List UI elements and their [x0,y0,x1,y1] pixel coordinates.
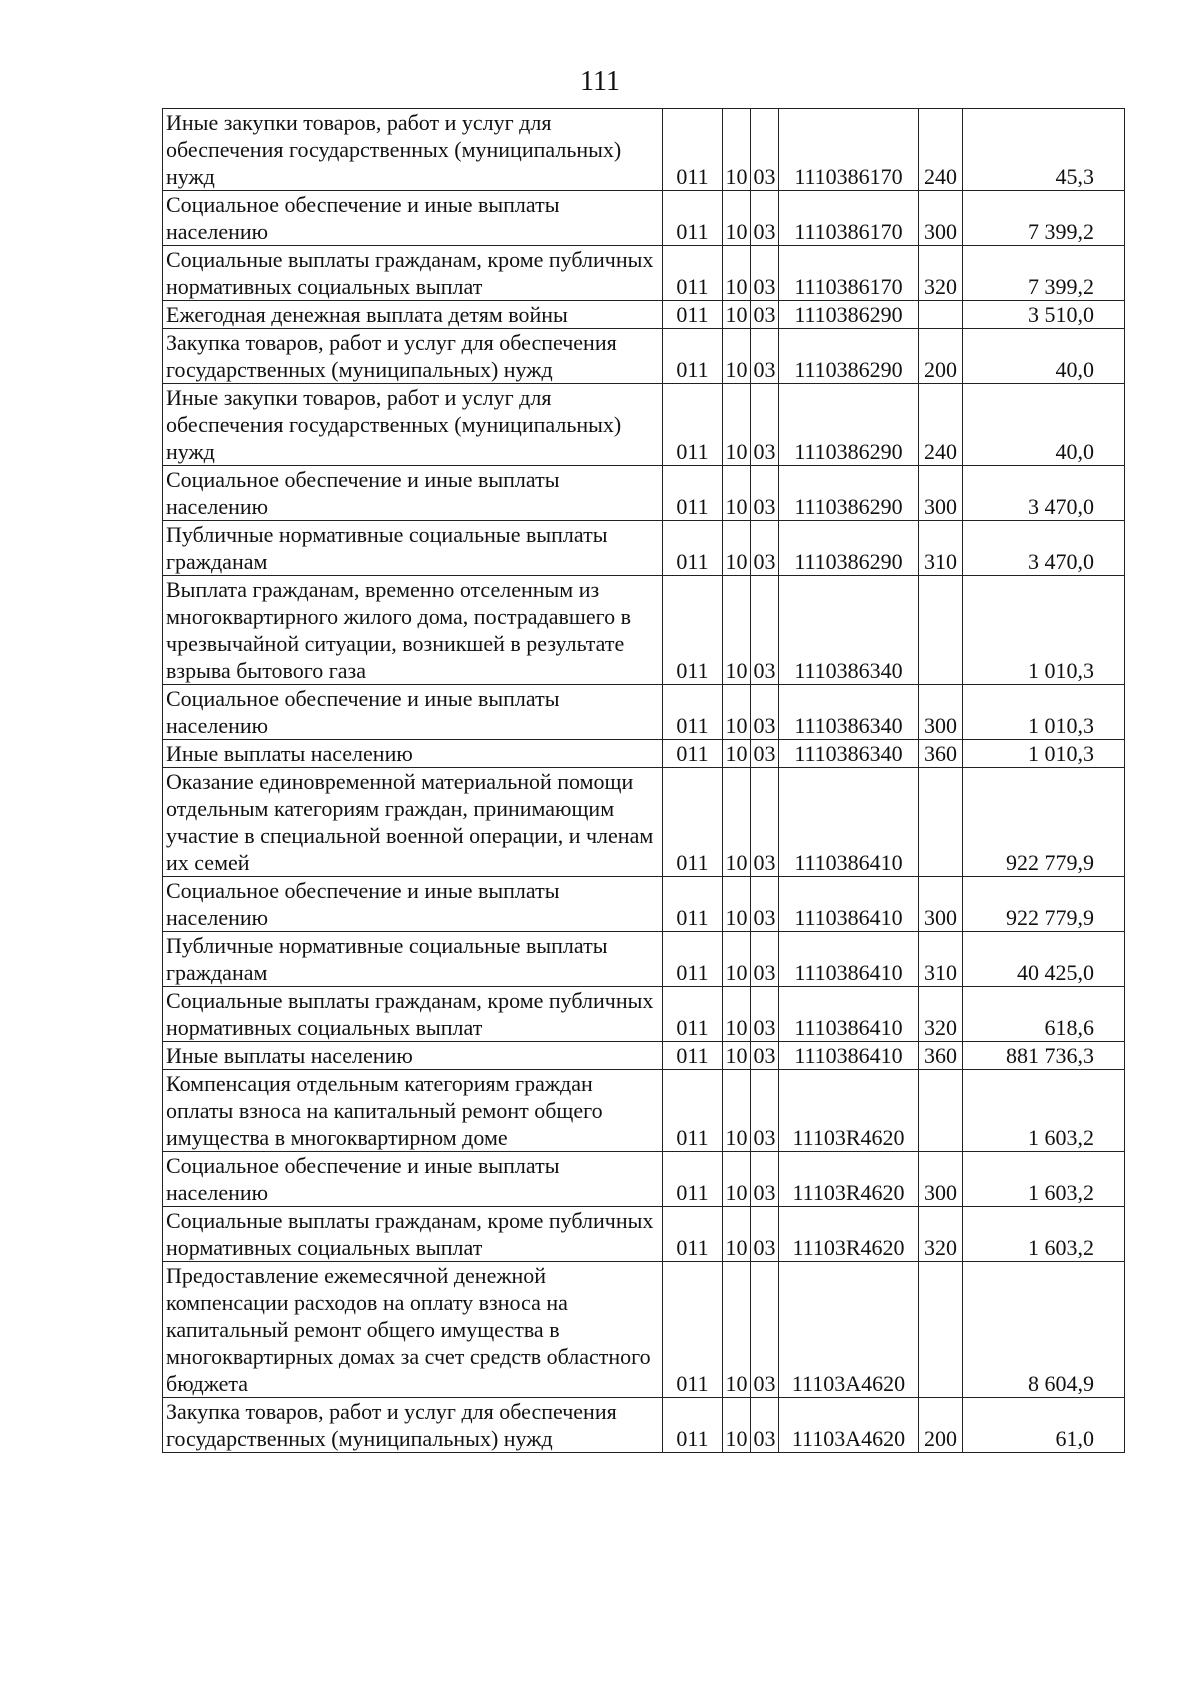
admin-code-cell: 011 [663,877,723,932]
row-name-cell: Закупка товаров, работ и услуг для обеспечения государственных (муниципальных) нужд [163,1398,663,1453]
table-row [163,1070,1125,1152]
expense-type-cell: 310 [919,932,963,987]
admin-code-cell: 011 [663,685,723,740]
section-code-cell: 10 [723,740,751,768]
table-row [163,466,1125,521]
expense-type-cell [919,768,963,877]
admin-code-cell: 011 [663,932,723,987]
target-article-cell: 1110386340 [779,576,919,685]
target-article-cell: 1110386170 [779,246,919,301]
expense-type-cell: 200 [919,329,963,384]
row-name-cell: Предоставление ежемесячной денежной компенсации расходов на оплату взноса на капитальный ремонт общего имущества в многоквартирных домах за счет средств областного бюджета [163,1262,663,1398]
expense-type-cell [919,1262,963,1398]
expense-type-cell: 360 [919,740,963,768]
admin-code-cell: 011 [663,521,723,576]
admin-code-cell: 011 [663,466,723,521]
expense-type-cell: 320 [919,1207,963,1262]
subsection-code-cell: 03 [751,329,779,384]
expense-type-cell [919,301,963,329]
row-name-cell: Социальное обеспечение и иные выплаты населению [163,877,663,932]
section-code-cell: 10 [723,1262,751,1398]
table-row [163,329,1125,384]
section-code-cell: 10 [723,1398,751,1453]
admin-code-cell: 011 [663,987,723,1042]
section-code-cell: 10 [723,246,751,301]
admin-code-cell: 011 [663,191,723,246]
expense-type-cell: 300 [919,1152,963,1207]
amount-cell: 40 425,0 [963,932,1125,987]
row-name-cell: Социальное обеспечение и иные выплаты населению [163,191,663,246]
amount-cell: 3 510,0 [963,301,1125,329]
budget-table [162,108,1125,1453]
expense-type-cell: 320 [919,246,963,301]
row-name-cell: Ежегодная денежная выплата детям войны [163,301,663,329]
expense-type-cell: 240 [919,384,963,466]
subsection-code-cell: 03 [751,521,779,576]
target-article-cell: 1110386170 [779,109,919,191]
target-article-cell: 1110386290 [779,329,919,384]
admin-code-cell: 011 [663,109,723,191]
target-article-cell: 11103A4620 [779,1398,919,1453]
table-row [163,384,1125,466]
subsection-code-cell: 03 [751,384,779,466]
amount-cell: 8 604,9 [963,1262,1125,1398]
target-article-cell: 1110386170 [779,191,919,246]
target-article-cell: 1110386290 [779,384,919,466]
subsection-code-cell: 03 [751,576,779,685]
page-number: 111 [580,66,620,97]
row-name-cell: Социальное обеспечение и иные выплаты населению [163,685,663,740]
target-article-cell: 1110386290 [779,466,919,521]
target-article-cell: 1110386410 [779,877,919,932]
expense-type-cell: 240 [919,109,963,191]
amount-cell: 1 010,3 [963,576,1125,685]
subsection-code-cell: 03 [751,685,779,740]
section-code-cell: 10 [723,191,751,246]
admin-code-cell: 011 [663,301,723,329]
amount-cell: 3 470,0 [963,466,1125,521]
section-code-cell: 10 [723,1152,751,1207]
subsection-code-cell: 03 [751,1070,779,1152]
section-code-cell: 10 [723,987,751,1042]
target-article-cell: 11103R4620 [779,1207,919,1262]
amount-cell: 1 603,2 [963,1152,1125,1207]
target-article-cell: 1110386340 [779,685,919,740]
target-article-cell: 11103A4620 [779,1262,919,1398]
amount-cell: 40,0 [963,384,1125,466]
admin-code-cell: 011 [663,1262,723,1398]
admin-code-cell: 011 [663,1042,723,1070]
admin-code-cell: 011 [663,1070,723,1152]
amount-cell: 7 399,2 [963,246,1125,301]
amount-cell: 3 470,0 [963,521,1125,576]
admin-code-cell: 011 [663,1152,723,1207]
section-code-cell: 10 [723,877,751,932]
amount-cell: 1 010,3 [963,740,1125,768]
table-row [163,1207,1125,1262]
subsection-code-cell: 03 [751,987,779,1042]
table-row [163,576,1125,685]
subsection-code-cell: 03 [751,301,779,329]
table-row [163,877,1125,932]
amount-cell: 922 779,9 [963,768,1125,877]
section-code-cell: 10 [723,768,751,877]
amount-cell: 922 779,9 [963,877,1125,932]
target-article-cell: 1110386410 [779,768,919,877]
amount-cell: 61,0 [963,1398,1125,1453]
row-name-cell: Иные выплаты населению [163,740,663,768]
table-row [163,1262,1125,1398]
section-code-cell: 10 [723,932,751,987]
section-code-cell: 10 [723,329,751,384]
target-article-cell: 1110386410 [779,987,919,1042]
table-row [163,246,1125,301]
subsection-code-cell: 03 [751,1262,779,1398]
row-name-cell: Выплата гражданам, временно отселенным из многоквартирного жилого дома, пострадавшего в чрезвычайной ситуации, возникшей в результате взрыва бытового газа [163,576,663,685]
section-code-cell: 10 [723,685,751,740]
section-code-cell: 10 [723,1042,751,1070]
budget-table-body [163,109,1125,1453]
subsection-code-cell: 03 [751,109,779,191]
admin-code-cell: 011 [663,329,723,384]
section-code-cell: 10 [723,521,751,576]
expense-type-cell [919,1070,963,1152]
table-row [163,987,1125,1042]
subsection-code-cell: 03 [751,246,779,301]
admin-code-cell: 011 [663,768,723,877]
section-code-cell: 10 [723,109,751,191]
subsection-code-cell: 03 [751,768,779,877]
amount-cell: 7 399,2 [963,191,1125,246]
row-name-cell: Оказание единовременной материальной помощи отдельным категориям граждан, принимающим участие в специальной военной операции, и членам их семей [163,768,663,877]
row-name-cell: Социальные выплаты гражданам, кроме публичных нормативных социальных выплат [163,987,663,1042]
table-row [163,685,1125,740]
subsection-code-cell: 03 [751,740,779,768]
target-article-cell: 11103R4620 [779,1152,919,1207]
target-article-cell: 11103R4620 [779,1070,919,1152]
admin-code-cell: 011 [663,1398,723,1453]
row-name-cell: Иные закупки товаров, работ и услуг для обеспечения государственных (муниципальных) нужд [163,384,663,466]
admin-code-cell: 011 [663,246,723,301]
row-name-cell: Публичные нормативные социальные выплаты гражданам [163,932,663,987]
section-code-cell: 10 [723,1207,751,1262]
subsection-code-cell: 03 [751,1398,779,1453]
row-name-cell: Социальные выплаты гражданам, кроме публичных нормативных социальных выплат [163,246,663,301]
table-row [163,301,1125,329]
table-row [163,740,1125,768]
section-code-cell: 10 [723,384,751,466]
target-article-cell: 1110386410 [779,932,919,987]
row-name-cell: Иные выплаты населению [163,1042,663,1070]
amount-cell: 1 010,3 [963,685,1125,740]
row-name-cell: Социальные выплаты гражданам, кроме публичных нормативных социальных выплат [163,1207,663,1262]
expense-type-cell: 300 [919,191,963,246]
table-row [163,768,1125,877]
table-row [163,1152,1125,1207]
admin-code-cell: 011 [663,740,723,768]
subsection-code-cell: 03 [751,1042,779,1070]
target-article-cell: 1110386410 [779,1042,919,1070]
admin-code-cell: 011 [663,576,723,685]
row-name-cell: Компенсация отдельным категориям граждан оплаты взноса на капитальный ремонт общего имущества в многоквартирном доме [163,1070,663,1152]
row-name-cell: Закупка товаров, работ и услуг для обеспечения государственных (муниципальных) нужд [163,329,663,384]
table-row [163,191,1125,246]
expense-type-cell: 300 [919,466,963,521]
subsection-code-cell: 03 [751,1152,779,1207]
amount-cell: 881 736,3 [963,1042,1125,1070]
amount-cell: 618,6 [963,987,1125,1042]
amount-cell: 45,3 [963,109,1125,191]
expense-type-cell: 300 [919,685,963,740]
table-row [163,1042,1125,1070]
expense-type-cell: 360 [919,1042,963,1070]
amount-cell: 40,0 [963,329,1125,384]
subsection-code-cell: 03 [751,191,779,246]
target-article-cell: 1110386290 [779,521,919,576]
row-name-cell: Социальное обеспечение и иные выплаты населению [163,466,663,521]
subsection-code-cell: 03 [751,1207,779,1262]
subsection-code-cell: 03 [751,466,779,521]
section-code-cell: 10 [723,301,751,329]
expense-type-cell: 300 [919,877,963,932]
subsection-code-cell: 03 [751,932,779,987]
section-code-cell: 10 [723,466,751,521]
section-code-cell: 10 [723,576,751,685]
expense-type-cell: 320 [919,987,963,1042]
row-name-cell: Публичные нормативные социальные выплаты гражданам [163,521,663,576]
table-row [163,521,1125,576]
row-name-cell: Социальное обеспечение и иные выплаты населению [163,1152,663,1207]
expense-type-cell: 200 [919,1398,963,1453]
target-article-cell: 1110386340 [779,740,919,768]
row-name-cell: Иные закупки товаров, работ и услуг для обеспечения государственных (муниципальных) нужд [163,109,663,191]
expense-type-cell: 310 [919,521,963,576]
table-row [163,109,1125,191]
subsection-code-cell: 03 [751,877,779,932]
expense-type-cell [919,576,963,685]
admin-code-cell: 011 [663,384,723,466]
section-code-cell: 10 [723,1070,751,1152]
amount-cell: 1 603,2 [963,1207,1125,1262]
table-row [163,932,1125,987]
amount-cell: 1 603,2 [963,1070,1125,1152]
table-row [163,1398,1125,1453]
admin-code-cell: 011 [663,1207,723,1262]
target-article-cell: 1110386290 [779,301,919,329]
